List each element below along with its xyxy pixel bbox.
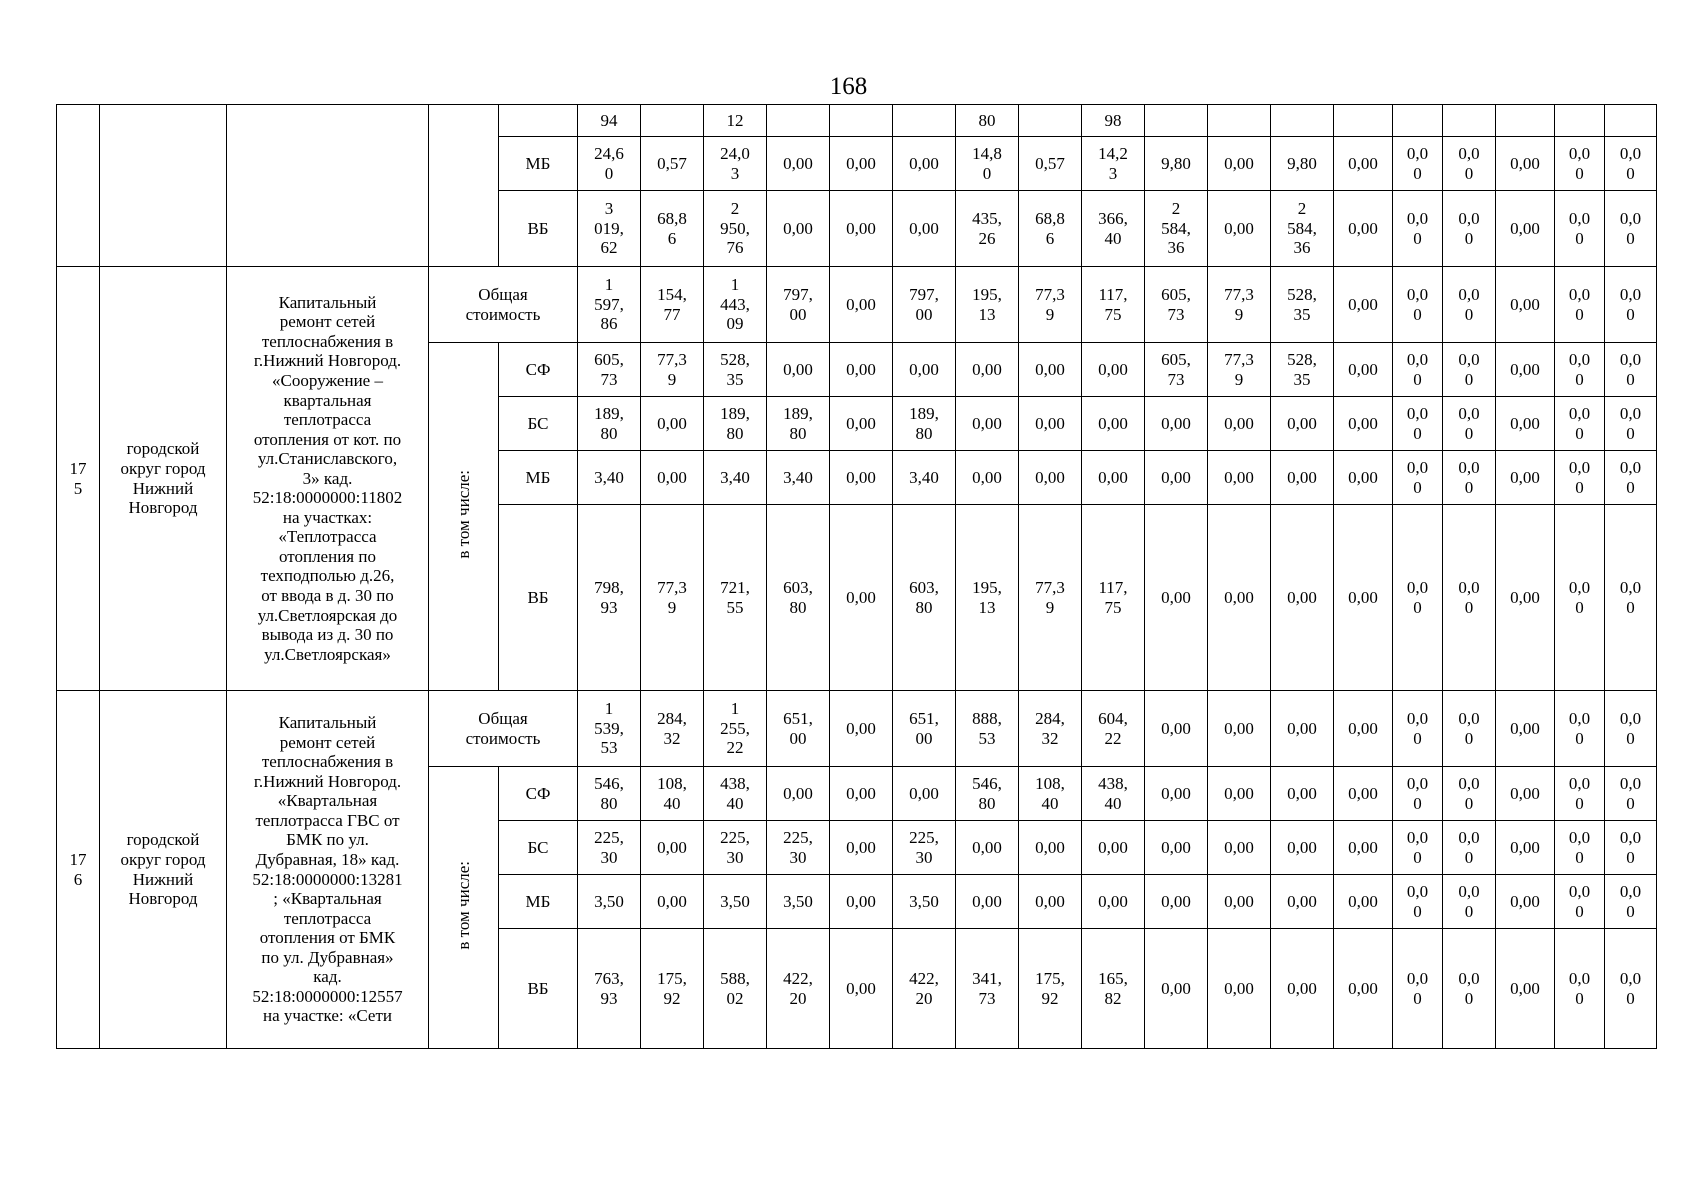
value-cell: 0,0 0 — [1393, 343, 1443, 397]
value-cell: 0,0 0 — [1393, 137, 1443, 191]
value-cell: 0,0 0 — [1605, 875, 1657, 929]
value-cell: 0,00 — [830, 929, 893, 1049]
value-cell: 77,3 9 — [641, 343, 704, 397]
value-cell: 0,00 — [1334, 767, 1393, 821]
value-cell: 0,00 — [830, 767, 893, 821]
municipality: городской округ город Нижний Новгород — [100, 267, 227, 691]
value-cell: 24,0 3 — [704, 137, 767, 191]
value-cell: 0,00 — [830, 875, 893, 929]
value-cell: 1 255, 22 — [704, 691, 767, 767]
value-cell: 0,00 — [1208, 191, 1271, 267]
value-cell: 0,00 — [1334, 191, 1393, 267]
value-cell: 0,00 — [830, 397, 893, 451]
value-cell: 0,00 — [1145, 875, 1208, 929]
value-cell: 888, 53 — [956, 691, 1019, 767]
value-cell: 798, 93 — [578, 505, 641, 691]
value-cell: 438, 40 — [704, 767, 767, 821]
value-cell: 0,0 0 — [1393, 929, 1443, 1049]
value-cell: 0,0 0 — [1443, 451, 1496, 505]
value-cell: 3,50 — [893, 875, 956, 929]
value-cell: 0,00 — [956, 451, 1019, 505]
value-cell: 98 — [1082, 105, 1145, 137]
value-cell: 0,0 0 — [1443, 505, 1496, 691]
source-group-cell — [429, 105, 499, 267]
value-cell — [1271, 105, 1334, 137]
value-cell: 0,00 — [1208, 929, 1271, 1049]
value-cell — [641, 105, 704, 137]
value-cell: 0,00 — [1019, 397, 1082, 451]
value-cell: 0,00 — [1271, 451, 1334, 505]
object-name: Капитальный ремонт сетей теплоснабжения в г.Нижний Новгород. «Сооружение – квартальная теплотрасса отопления от кот. по ул.Станиславского, 3» кад. 52:18:0000000:11802 на участках: «Теплотрасса отопления по техподполью д.26, от ввода в д. 30 по ул.Светлоярская до вывода из д. 30 по ул.Светлоярская» — [227, 267, 429, 691]
value-cell: 0,0 0 — [1555, 821, 1605, 875]
value-cell: 0,0 0 — [1443, 929, 1496, 1049]
value-cell: 2 950, 76 — [704, 191, 767, 267]
value-cell: 605, 73 — [578, 343, 641, 397]
value-cell: 588, 02 — [704, 929, 767, 1049]
value-cell — [1555, 105, 1605, 137]
value-cell: 3 019, 62 — [578, 191, 641, 267]
value-cell: 3,40 — [893, 451, 956, 505]
value-cell: 68,8 6 — [1019, 191, 1082, 267]
value-cell: 0,0 0 — [1555, 929, 1605, 1049]
funding-source-label: ВБ — [499, 929, 578, 1049]
value-cell: 0,0 0 — [1393, 397, 1443, 451]
value-cell: 108, 40 — [641, 767, 704, 821]
funding-source-label: ВБ — [499, 191, 578, 267]
value-cell: 0,00 — [1145, 821, 1208, 875]
value-cell: 0,00 — [1334, 929, 1393, 1049]
value-cell: 0,0 0 — [1605, 451, 1657, 505]
value-cell: 117, 75 — [1082, 505, 1145, 691]
value-cell: 0,0 0 — [1605, 767, 1657, 821]
value-cell: 0,0 0 — [1555, 343, 1605, 397]
value-cell: 0,00 — [1082, 397, 1145, 451]
value-cell: 0,0 0 — [1393, 691, 1443, 767]
value-cell — [767, 105, 830, 137]
value-cell: 721, 55 — [704, 505, 767, 691]
value-cell: 0,00 — [830, 267, 893, 343]
value-cell: 0,00 — [1496, 137, 1555, 191]
value-cell — [1393, 105, 1443, 137]
value-cell: 0,00 — [830, 191, 893, 267]
value-cell: 0,0 0 — [1443, 267, 1496, 343]
total-cost-label: Общая стоимость — [429, 267, 578, 343]
value-cell: 605, 73 — [1145, 343, 1208, 397]
value-cell: 0,00 — [1334, 451, 1393, 505]
value-cell: 3,50 — [767, 875, 830, 929]
value-cell: 0,0 0 — [1393, 767, 1443, 821]
value-cell: 0,0 0 — [1443, 343, 1496, 397]
value-cell: 0,0 0 — [1605, 343, 1657, 397]
value-cell: 14,2 3 — [1082, 137, 1145, 191]
value-cell: 3,40 — [578, 451, 641, 505]
value-cell: 341, 73 — [956, 929, 1019, 1049]
value-cell: 0,0 0 — [1605, 505, 1657, 691]
value-cell: 9,80 — [1145, 137, 1208, 191]
value-cell: 1 443, 09 — [704, 267, 767, 343]
value-cell: 528, 35 — [1271, 343, 1334, 397]
value-cell: 14,8 0 — [956, 137, 1019, 191]
funding-source-label: ВБ — [499, 505, 578, 691]
value-cell: 117, 75 — [1082, 267, 1145, 343]
table-row — [57, 267, 1657, 343]
value-cell: 797, 00 — [767, 267, 830, 343]
value-cell: 77,3 9 — [1019, 505, 1082, 691]
value-cell: 0,0 0 — [1443, 821, 1496, 875]
value-cell: 0,00 — [641, 821, 704, 875]
value-cell: 0,00 — [1334, 505, 1393, 691]
funding-source-label: МБ — [499, 451, 578, 505]
value-cell: 0,0 0 — [1605, 267, 1657, 343]
value-cell: 0,00 — [1271, 821, 1334, 875]
entry-number-cell — [57, 105, 100, 267]
value-cell: 0,00 — [1334, 137, 1393, 191]
value-cell — [1443, 105, 1496, 137]
value-cell — [1145, 105, 1208, 137]
value-cell: 0,0 0 — [1555, 191, 1605, 267]
value-cell: 189, 80 — [893, 397, 956, 451]
value-cell: 603, 80 — [893, 505, 956, 691]
funding-source-label: МБ — [499, 137, 578, 191]
value-cell: 651, 00 — [893, 691, 956, 767]
value-cell: 0,00 — [956, 821, 1019, 875]
value-cell: 797, 00 — [893, 267, 956, 343]
value-cell: 68,8 6 — [641, 191, 704, 267]
value-cell — [499, 105, 578, 137]
value-cell: 0,00 — [893, 191, 956, 267]
value-cell: 225, 30 — [578, 821, 641, 875]
table-row — [57, 105, 1657, 137]
value-cell: 0,00 — [1496, 929, 1555, 1049]
value-cell: 3,50 — [704, 875, 767, 929]
value-cell: 154, 77 — [641, 267, 704, 343]
value-cell: 77,3 9 — [1208, 343, 1271, 397]
table-body — [57, 105, 1657, 1049]
entry-number: 17 5 — [57, 267, 100, 691]
value-cell: 0,00 — [893, 137, 956, 191]
value-cell: 0,00 — [1082, 875, 1145, 929]
value-cell: 80 — [956, 105, 1019, 137]
value-cell: 0,0 0 — [1605, 929, 1657, 1049]
value-cell: 0,0 0 — [1605, 821, 1657, 875]
value-cell: 94 — [578, 105, 641, 137]
value-cell: 0,00 — [1082, 821, 1145, 875]
value-cell: 0,00 — [956, 343, 1019, 397]
including-label: в том числе: — [453, 469, 473, 559]
value-cell: 0,00 — [1145, 767, 1208, 821]
value-cell: 0,00 — [641, 451, 704, 505]
value-cell: 0,00 — [1082, 451, 1145, 505]
total-cost-label: Общая стоимость — [429, 691, 578, 767]
value-cell: 0,00 — [1271, 929, 1334, 1049]
value-cell: 0,0 0 — [1605, 137, 1657, 191]
value-cell: 0,00 — [1208, 451, 1271, 505]
value-cell: 0,00 — [830, 137, 893, 191]
including-label-cell — [429, 767, 499, 1049]
value-cell: 435, 26 — [956, 191, 1019, 267]
value-cell: 0,00 — [1496, 505, 1555, 691]
value-cell: 165, 82 — [1082, 929, 1145, 1049]
value-cell: 0,00 — [1496, 821, 1555, 875]
value-cell: 0,0 0 — [1443, 875, 1496, 929]
value-cell: 0,00 — [1334, 343, 1393, 397]
value-cell — [1334, 105, 1393, 137]
value-cell: 0,00 — [1271, 397, 1334, 451]
value-cell: 0,0 0 — [1605, 397, 1657, 451]
value-cell: 0,0 0 — [1555, 505, 1605, 691]
value-cell: 0,0 0 — [1555, 267, 1605, 343]
value-cell: 0,00 — [1496, 397, 1555, 451]
value-cell: 0,00 — [1496, 691, 1555, 767]
value-cell: 175, 92 — [641, 929, 704, 1049]
funding-source-label: БС — [499, 821, 578, 875]
value-cell: 0,00 — [893, 343, 956, 397]
value-cell: 77,3 9 — [1019, 267, 1082, 343]
value-cell: 0,0 0 — [1555, 451, 1605, 505]
value-cell: 9,80 — [1271, 137, 1334, 191]
value-cell: 0,00 — [1496, 767, 1555, 821]
value-cell: 0,00 — [1271, 691, 1334, 767]
value-cell: 0,0 0 — [1393, 267, 1443, 343]
value-cell: 0,00 — [1019, 875, 1082, 929]
value-cell: 189, 80 — [704, 397, 767, 451]
value-cell: 189, 80 — [767, 397, 830, 451]
value-cell: 0,00 — [1019, 451, 1082, 505]
value-cell: 438, 40 — [1082, 767, 1145, 821]
value-cell: 0,00 — [830, 451, 893, 505]
value-cell: 0,00 — [767, 191, 830, 267]
value-cell: 3,40 — [767, 451, 830, 505]
value-cell: 0,00 — [830, 343, 893, 397]
value-cell: 0,0 0 — [1605, 191, 1657, 267]
value-cell: 2 584, 36 — [1145, 191, 1208, 267]
value-cell: 763, 93 — [578, 929, 641, 1049]
value-cell — [893, 105, 956, 137]
value-cell: 0,0 0 — [1555, 767, 1605, 821]
value-cell: 0,0 0 — [1555, 691, 1605, 767]
value-cell: 0,00 — [1208, 821, 1271, 875]
funding-source-label: СФ — [499, 767, 578, 821]
value-cell — [1605, 105, 1657, 137]
value-cell: 0,00 — [1496, 451, 1555, 505]
value-cell: 225, 30 — [893, 821, 956, 875]
value-cell: 108, 40 — [1019, 767, 1082, 821]
including-label: в том числе: — [453, 860, 473, 950]
value-cell: 0,00 — [1208, 767, 1271, 821]
value-cell: 1 597, 86 — [578, 267, 641, 343]
value-cell: 12 — [704, 105, 767, 137]
value-cell: 0,00 — [1208, 875, 1271, 929]
value-cell: 1 539, 53 — [578, 691, 641, 767]
value-cell: 0,00 — [1271, 505, 1334, 691]
value-cell: 284, 32 — [641, 691, 704, 767]
object-name: Капитальный ремонт сетей теплоснабжения в г.Нижний Новгород. «Квартальная теплотрасса ГВС от БМК по ул. Дубравная, 18» кад. 52:18:0000000:13281 ; «Квартальная теплотрасса отопления от БМК по ул. Дубравная» кад. 52:18:0000000:12557 на участке: «Сети — [227, 691, 429, 1049]
value-cell: 0,00 — [830, 691, 893, 767]
value-cell: 0,0 0 — [1555, 397, 1605, 451]
value-cell: 0,00 — [1496, 267, 1555, 343]
value-cell: 24,6 0 — [578, 137, 641, 191]
value-cell: 0,00 — [767, 767, 830, 821]
value-cell: 0,00 — [1334, 691, 1393, 767]
value-cell: 0,0 0 — [1393, 821, 1443, 875]
page-number: 168 — [829, 73, 868, 100]
value-cell: 0,0 0 — [1605, 691, 1657, 767]
value-cell: 0,0 0 — [1443, 137, 1496, 191]
value-cell: 422, 20 — [767, 929, 830, 1049]
municipality-cell — [100, 105, 227, 267]
value-cell: 0,00 — [830, 505, 893, 691]
value-cell: 0,00 — [641, 397, 704, 451]
value-cell: 284, 32 — [1019, 691, 1082, 767]
value-cell: 0,57 — [641, 137, 704, 191]
value-cell: 0,00 — [1496, 191, 1555, 267]
value-cell: 0,00 — [893, 767, 956, 821]
value-cell: 605, 73 — [1145, 267, 1208, 343]
entry-number: 17 6 — [57, 691, 100, 1049]
value-cell: 0,00 — [1496, 343, 1555, 397]
value-cell: 546, 80 — [578, 767, 641, 821]
value-cell: 0,00 — [1208, 691, 1271, 767]
value-cell: 0,00 — [767, 137, 830, 191]
object-name-cell — [227, 105, 429, 267]
value-cell: 366, 40 — [1082, 191, 1145, 267]
value-cell: 0,00 — [767, 343, 830, 397]
value-cell: 0,00 — [1208, 137, 1271, 191]
value-cell: 0,00 — [1145, 397, 1208, 451]
value-cell: 0,00 — [1145, 505, 1208, 691]
value-cell: 422, 20 — [893, 929, 956, 1049]
value-cell: 0,00 — [956, 397, 1019, 451]
value-cell: 77,3 9 — [641, 505, 704, 691]
value-cell: 0,00 — [1271, 875, 1334, 929]
value-cell: 0,0 0 — [1393, 505, 1443, 691]
value-cell: 0,0 0 — [1393, 451, 1443, 505]
value-cell: 0,00 — [1334, 821, 1393, 875]
value-cell: 225, 30 — [704, 821, 767, 875]
value-cell: 0,00 — [956, 875, 1019, 929]
value-cell: 0,00 — [830, 821, 893, 875]
funding-source-label: СФ — [499, 343, 578, 397]
table-row — [57, 691, 1657, 767]
value-cell — [1019, 105, 1082, 137]
funding-source-label: МБ — [499, 875, 578, 929]
value-cell: 0,57 — [1019, 137, 1082, 191]
municipality: городской округ город Нижний Новгород — [100, 691, 227, 1049]
value-cell: 0,0 0 — [1555, 137, 1605, 191]
value-cell: 0,0 0 — [1555, 875, 1605, 929]
value-cell: 0,00 — [1145, 929, 1208, 1049]
value-cell — [1496, 105, 1555, 137]
value-cell: 0,00 — [1208, 397, 1271, 451]
value-cell: 195, 13 — [956, 267, 1019, 343]
value-cell: 175, 92 — [1019, 929, 1082, 1049]
value-cell: 0,00 — [1271, 767, 1334, 821]
value-cell: 2 584, 36 — [1271, 191, 1334, 267]
value-cell: 195, 13 — [956, 505, 1019, 691]
value-cell: 0,0 0 — [1443, 397, 1496, 451]
value-cell: 3,40 — [704, 451, 767, 505]
value-cell: 0,00 — [1019, 343, 1082, 397]
value-cell: 0,00 — [1145, 451, 1208, 505]
value-cell: 0,0 0 — [1393, 875, 1443, 929]
value-cell — [830, 105, 893, 137]
value-cell: 0,00 — [1019, 821, 1082, 875]
value-cell: 651, 00 — [767, 691, 830, 767]
value-cell: 0,0 0 — [1443, 767, 1496, 821]
value-cell: 528, 35 — [1271, 267, 1334, 343]
value-cell: 0,00 — [1334, 397, 1393, 451]
value-cell: 0,00 — [1334, 875, 1393, 929]
funding-source-label: БС — [499, 397, 578, 451]
including-label-cell — [429, 343, 499, 691]
value-cell — [1208, 105, 1271, 137]
value-cell: 0,00 — [1145, 691, 1208, 767]
value-cell: 604, 22 — [1082, 691, 1145, 767]
value-cell: 0,0 0 — [1393, 191, 1443, 267]
value-cell: 528, 35 — [704, 343, 767, 397]
value-cell: 0,00 — [1496, 875, 1555, 929]
value-cell: 0,0 0 — [1443, 191, 1496, 267]
budget-table — [56, 104, 1657, 1049]
value-cell: 546, 80 — [956, 767, 1019, 821]
value-cell: 603, 80 — [767, 505, 830, 691]
value-cell: 3,50 — [578, 875, 641, 929]
value-cell: 77,3 9 — [1208, 267, 1271, 343]
value-cell: 225, 30 — [767, 821, 830, 875]
value-cell: 0,00 — [641, 875, 704, 929]
value-cell: 0,0 0 — [1443, 691, 1496, 767]
value-cell: 189, 80 — [578, 397, 641, 451]
value-cell: 0,00 — [1208, 505, 1271, 691]
value-cell: 0,00 — [1082, 343, 1145, 397]
value-cell: 0,00 — [1334, 267, 1393, 343]
